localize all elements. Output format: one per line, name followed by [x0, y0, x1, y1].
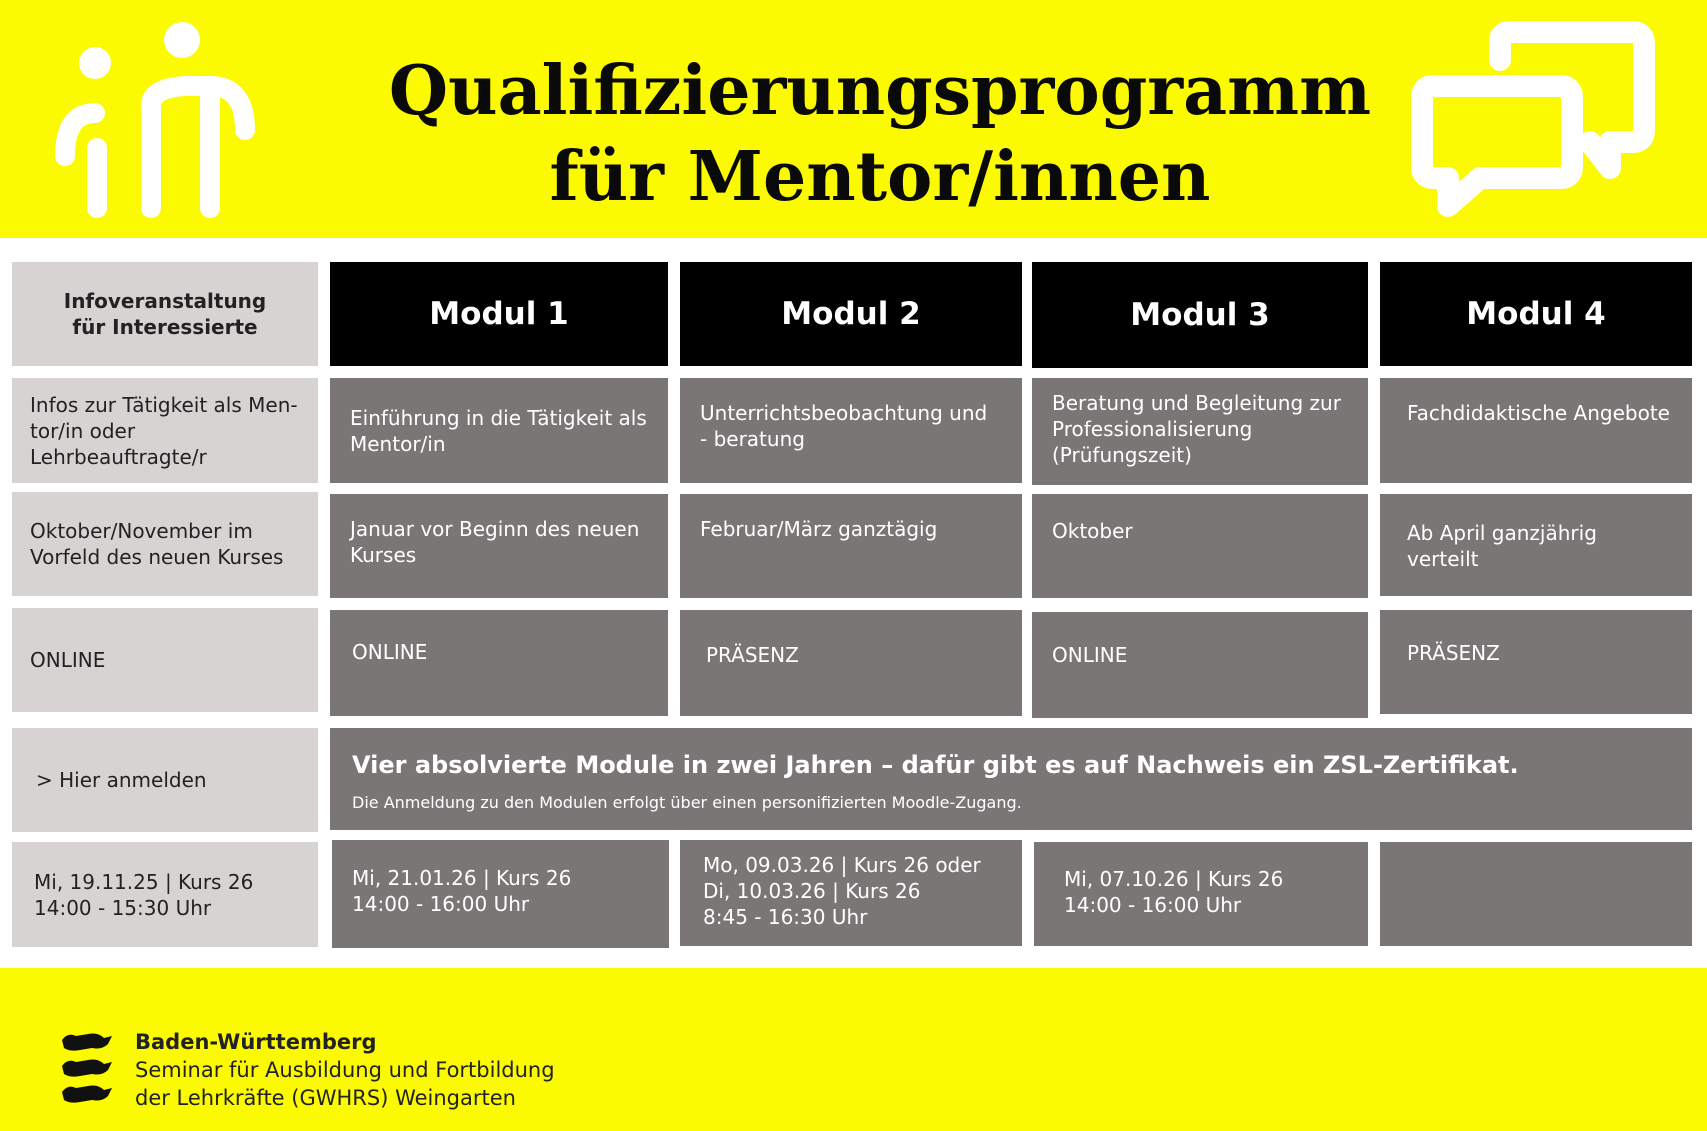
- certificate-banner: [330, 728, 1692, 830]
- module-4-topic-line: Fachdidaktische Angebote: [1407, 401, 1670, 425]
- baden-wuerttemberg-lions-logo: [58, 1030, 116, 1106]
- module-3-topic: [1032, 378, 1368, 485]
- module-1-time-line: Januar vor Beginn des neuen: [350, 517, 640, 541]
- module-2-topic-line: - beratung: [700, 427, 805, 451]
- register-link-text[interactable]: > Hier anmelden: [36, 768, 207, 792]
- footer-seminar-line: der Lehrkräfte (GWHRS) Weingarten: [135, 1086, 516, 1110]
- module-2-topic-line: Unterrichtsbeobachtung und: [700, 401, 988, 425]
- info-event-header: [12, 262, 318, 366]
- info-event-time-line: Vorfeld des neuen Kurses: [30, 545, 284, 569]
- info-event-date-line: Mi, 19.11.25 | Kurs 26: [34, 869, 254, 894]
- module-2-time-line: Februar/März ganztägig: [700, 517, 938, 541]
- module-3-header: Modul 3: [1032, 262, 1368, 368]
- info-event-format-text: ONLINE: [30, 648, 106, 672]
- module-1-time-line: Kurses: [350, 543, 417, 567]
- module-2-header: Modul 2: [680, 262, 1022, 366]
- module-2-date-line: Mo, 09.03.26 | Kurs 26 oder: [703, 853, 981, 877]
- module-1-topic-line: Mentor/in: [350, 431, 446, 456]
- page-title: [340, 48, 1420, 220]
- info-event-topic-line: tor/in oder Lehrbeauftragte/r: [30, 418, 207, 469]
- module-4-header: Modul 4: [1380, 262, 1692, 366]
- certificate-subline: Die Anmeldung zu den Modulen erfolgt über einen personifizierten Moodle-Zugang.: [352, 793, 1022, 812]
- module-3-dates: [1034, 842, 1368, 946]
- module-4-topic: [1380, 378, 1692, 483]
- chat-bubbles-icon: [1410, 20, 1660, 220]
- title-line-2: für Mentor/innen: [549, 137, 1211, 217]
- module-2-topic: [680, 378, 1022, 483]
- info-event-date-line: 14:00 - 15:30 Uhr: [34, 895, 212, 920]
- people-growth-icon: [55, 18, 270, 218]
- footer-seminar-line: Seminar für Ausbildung und Fortbildung: [135, 1058, 555, 1082]
- register-link[interactable]: [12, 728, 318, 832]
- module-2-format: PRÄSENZ: [680, 610, 1022, 716]
- module-3-format: ONLINE: [1032, 612, 1368, 718]
- module-4-time-line: Ab April ganzjährig verteilt: [1407, 521, 1597, 571]
- module-1-topic: [330, 378, 668, 483]
- module-3-time: [1032, 494, 1368, 598]
- module-3-date-line: Mi, 07.10.26 | Kurs 26: [1064, 867, 1284, 891]
- module-1-time: [330, 494, 668, 598]
- module-3-topic-line: Beratung und Begleitung zur: [1052, 391, 1341, 415]
- info-event-time-line: Oktober/November im: [30, 519, 253, 543]
- module-4-time: [1380, 494, 1692, 596]
- module-1-date-line: Mi, 21.01.26 | Kurs 26: [352, 866, 572, 890]
- module-1-format: ONLINE: [330, 610, 668, 716]
- module-3-time-line: Oktober: [1052, 519, 1133, 543]
- info-event-time: [12, 492, 318, 596]
- info-event-dates: [12, 842, 318, 947]
- module-1-topic-line: Einführung in die Tätigkeit als: [350, 405, 647, 430]
- footer-state-name: Baden-Württemberg: [135, 1030, 377, 1054]
- module-1-dates: [332, 840, 669, 948]
- info-event-header-line: Infoveranstaltung: [63, 289, 267, 313]
- module-3-topic-line: (Prüfungszeit): [1052, 443, 1192, 467]
- module-3-date-line: 14:00 - 16:00 Uhr: [1064, 893, 1242, 917]
- module-2-date-line: Di, 10.03.26 | Kurs 26: [703, 879, 921, 903]
- info-event-topic: [12, 378, 318, 483]
- module-4-dates: [1380, 842, 1692, 946]
- title-line-1: Qualifizierungsprogramm: [388, 51, 1372, 131]
- module-4-format: PRÄSENZ: [1380, 610, 1692, 714]
- module-2-date-line: 8:45 - 16:30 Uhr: [703, 905, 868, 929]
- module-1-header: Modul 1: [330, 262, 668, 366]
- info-event-header-line: für Interessierte: [72, 315, 258, 339]
- module-3-topic-line: Professionalisierung: [1052, 417, 1253, 441]
- module-2-dates: [680, 840, 1022, 946]
- footer-institution: [135, 1028, 555, 1112]
- module-1-date-line: 14:00 - 16:00 Uhr: [352, 892, 530, 916]
- info-event-topic-line: Infos zur Tätigkeit als Men-: [30, 392, 298, 417]
- module-2-time: [680, 494, 1022, 598]
- certificate-headline: Vier absolvierte Module in zwei Jahren – dafür gibt es auf Nachweis ein ZSL-Zertifikat.: [352, 751, 1519, 779]
- info-event-format: [12, 608, 318, 712]
